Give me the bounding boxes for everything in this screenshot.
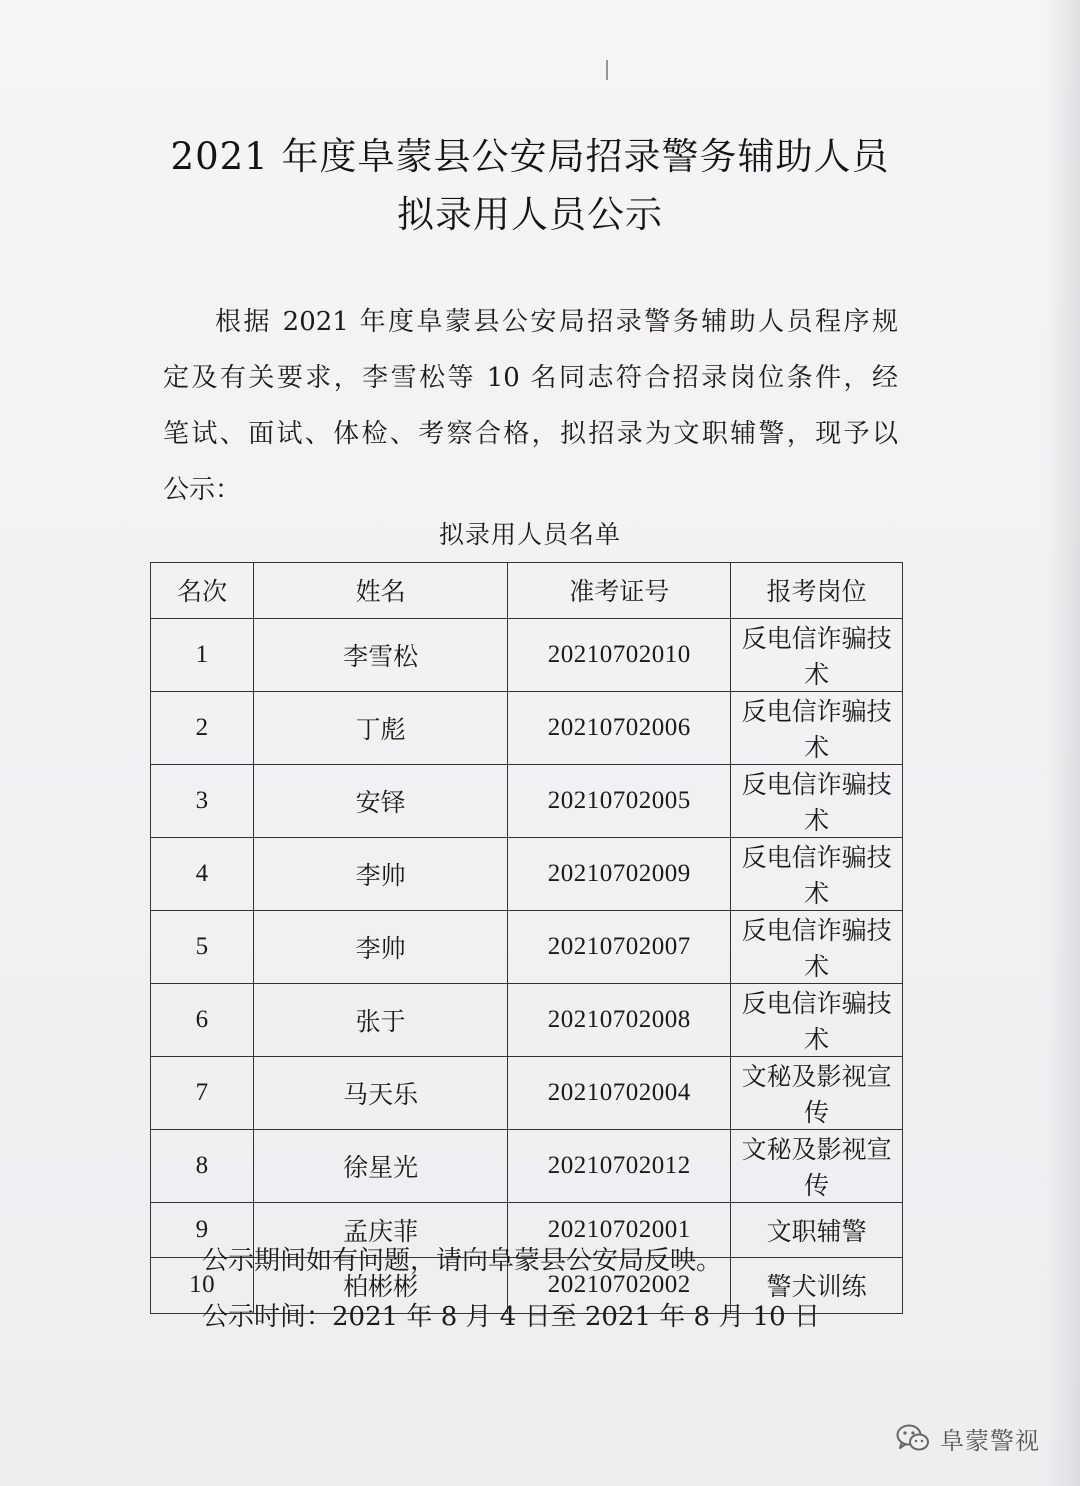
- cell-name: 李雪松: [254, 618, 508, 691]
- cell-exam-id: 20210702005: [508, 764, 731, 837]
- cell-exam-id: 20210702010: [508, 618, 731, 691]
- cell-name: 安铎: [254, 764, 508, 837]
- cell-name: 柏彬彬: [254, 1258, 508, 1314]
- cell-rank: 10: [151, 1258, 254, 1314]
- cell-rank: 6: [151, 983, 254, 1056]
- header-rank: 名次: [151, 563, 254, 619]
- intro-paragraph: [163, 294, 898, 518]
- cell-position: 文秘及影视宣传: [731, 1056, 903, 1129]
- table-row: [151, 1056, 903, 1129]
- cell-exam-id: 20210702009: [508, 837, 731, 910]
- cell-exam-id: 20210702004: [508, 1056, 731, 1129]
- publicity-period: 公示时间：2021 年 8 月 4 日至 2021 年 8 月 10 日: [202, 1302, 820, 1332]
- header-position: 报考岗位: [731, 563, 903, 619]
- candidate-table: [150, 562, 903, 1314]
- table-row: [151, 764, 903, 837]
- table-row: [151, 910, 903, 983]
- cell-rank: 8: [151, 1129, 254, 1202]
- intro-line: 公示：: [163, 475, 242, 505]
- wechat-icon: [896, 1423, 930, 1453]
- cell-position: 警犬训练: [731, 1258, 903, 1314]
- table-row: [151, 837, 903, 910]
- cell-exam-id: 20210702008: [508, 983, 731, 1056]
- cell-position: 反电信诈骗技术: [731, 910, 903, 983]
- wechat-watermark: [896, 1418, 1040, 1458]
- cell-exam-id: 20210702012: [508, 1129, 731, 1202]
- scan-mark: [606, 60, 608, 80]
- cell-name: 徐星光: [254, 1129, 508, 1202]
- intro-line: 根据 2021 年度阜蒙县公安局招录警务辅助人员程序规: [215, 307, 898, 337]
- cell-name: 孟庆菲: [254, 1202, 508, 1258]
- cell-rank: 5: [151, 910, 254, 983]
- cell-rank: 2: [151, 691, 254, 764]
- cell-name: 丁彪: [254, 691, 508, 764]
- cell-name: 马天乐: [254, 1056, 508, 1129]
- cell-position: 反电信诈骗技术: [731, 983, 903, 1056]
- cell-rank: 3: [151, 764, 254, 837]
- table-row: [151, 618, 903, 691]
- table-row: [151, 983, 903, 1056]
- contact-note: 公示期间如有问题，请向阜蒙县公安局反映。: [202, 1246, 723, 1276]
- cell-position: 反电信诈骗技术: [731, 691, 903, 764]
- cell-position: 反电信诈骗技术: [731, 764, 903, 837]
- cell-rank: 9: [151, 1202, 254, 1258]
- header-exam-id: 准考证号: [508, 563, 731, 619]
- intro-line: 定及有关要求，李雪松等 10 名同志符合招录岗位条件，经: [163, 363, 898, 393]
- table-row: [151, 691, 903, 764]
- intro-line: 笔试、面试、体检、考察合格，拟招录为文职辅警，现予以: [163, 419, 898, 449]
- cell-name: 张于: [254, 983, 508, 1056]
- cell-exam-id: 20210702002: [508, 1258, 731, 1314]
- cell-exam-id: 20210702007: [508, 910, 731, 983]
- cell-position: 反电信诈骗技术: [731, 837, 903, 910]
- account-name: 阜蒙警视: [940, 1426, 1040, 1455]
- document-title-line-2: 拟录用人员公示: [397, 193, 663, 236]
- cell-exam-id: 20210702006: [508, 691, 731, 764]
- document-title-line-1: 2021 年度阜蒙县公安局招录警务辅助人员: [170, 135, 890, 178]
- cell-position: 反电信诈骗技术: [731, 618, 903, 691]
- cell-name: 李帅: [254, 837, 508, 910]
- list-title: 拟录用人员名单: [438, 520, 621, 549]
- cell-position: 文职辅警: [731, 1202, 903, 1258]
- table-header-row: [151, 563, 903, 619]
- cell-position: 文秘及影视宣传: [731, 1129, 903, 1202]
- cell-exam-id: 20210702001: [508, 1202, 731, 1258]
- cell-rank: 4: [151, 837, 254, 910]
- cell-rank: 1: [151, 618, 254, 691]
- cell-name: 李帅: [254, 910, 508, 983]
- table-row: [151, 1129, 903, 1202]
- cell-rank: 7: [151, 1056, 254, 1129]
- header-name: 姓名: [254, 563, 508, 619]
